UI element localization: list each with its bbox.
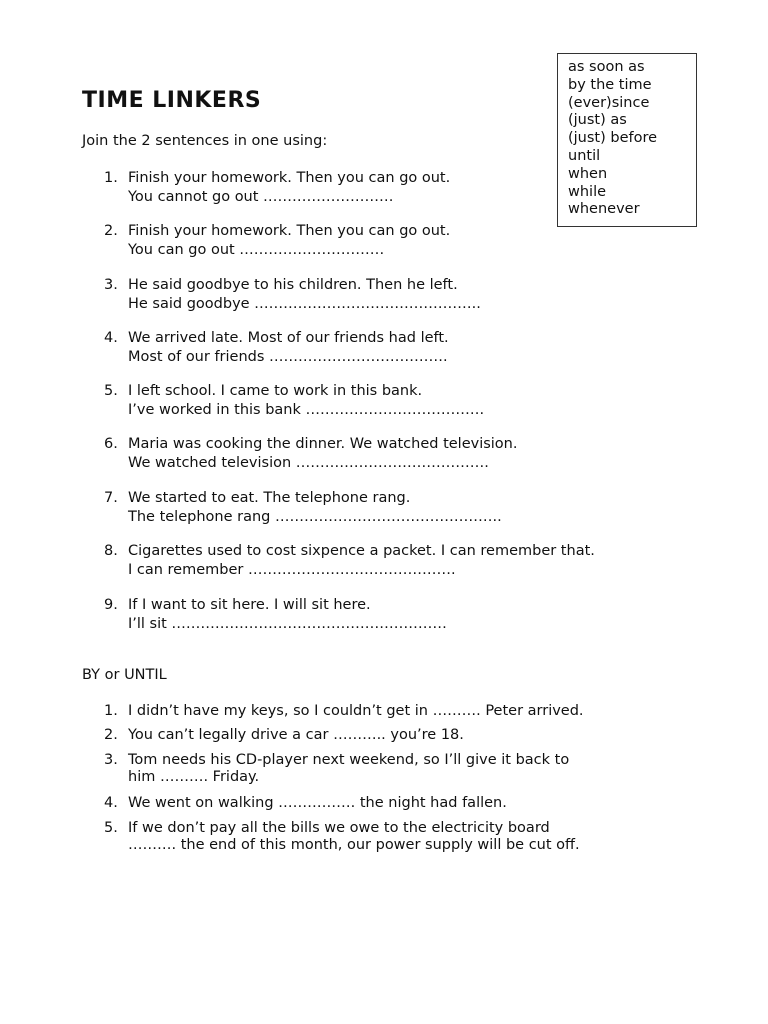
exercise-sentence: Cigarettes used to cost sixpence a packet. I can remember that. xyxy=(128,543,595,559)
exercise-sentence: If I want to sit here. I will sit here. xyxy=(128,597,371,613)
exercise-sentence: I didn’t have my keys, so I couldn’t get in ………. Peter arrived. xyxy=(128,703,584,719)
exercise-number: 7. xyxy=(104,490,118,506)
exercise-number: 1. xyxy=(104,170,118,186)
linker-word: when xyxy=(568,165,608,182)
exercise-sentence: He said goodbye to his children. Then he left. xyxy=(128,277,458,293)
exercise-number: 8. xyxy=(104,543,118,559)
exercise-item xyxy=(104,435,517,472)
exercise-sentence: Finish your homework. Then you can go out. xyxy=(128,223,451,239)
exercise-answer-line: The telephone rang ……………………………………….. xyxy=(128,508,502,525)
exercise-sentence: Finish your homework. Then you can go out. xyxy=(128,170,451,186)
linker-word: while xyxy=(568,183,607,200)
exercise-item xyxy=(104,596,447,633)
linker-word: (just) before xyxy=(568,130,658,147)
exercise-sentence: I left school. I came to work in this bank. xyxy=(128,383,423,399)
exercise-sentence: We started to eat. The telephone rang. xyxy=(128,490,411,506)
exercise-number: 4. xyxy=(104,330,118,346)
exercise-item xyxy=(104,752,569,786)
exercise-answer-line: I can remember ……………………………………. xyxy=(128,561,456,578)
exercise-sentence: If we don’t pay all the bills we owe to the electricity board xyxy=(128,820,550,836)
exercise-sentence: We went on walking ……………. the night had fallen. xyxy=(128,795,507,811)
linker-word: until xyxy=(568,147,601,164)
exercise-item xyxy=(104,169,450,206)
exercise-item xyxy=(104,820,580,854)
exercise-answer-line: Most of our friends ………………………………. xyxy=(128,348,448,365)
exercise-item xyxy=(104,727,464,744)
exercise-answer-line: I’ve worked in this bank ………………………………. xyxy=(128,401,485,418)
exercise-number: 1. xyxy=(104,703,118,719)
exercise-number: 2. xyxy=(104,223,118,239)
exercise-item xyxy=(104,489,502,526)
exercise-number: 4. xyxy=(104,795,118,811)
exercise-item xyxy=(104,795,507,812)
exercise-item xyxy=(104,276,481,313)
exercise-sentence-continuation: him ………. Friday. xyxy=(128,769,260,785)
exercise-number: 3. xyxy=(104,752,118,768)
exercise-sentence: Maria was cooking the dinner. We watched television. xyxy=(128,436,518,452)
exercise-item xyxy=(104,542,595,579)
linker-word: by the time xyxy=(568,76,652,93)
linker-word: (ever)since xyxy=(568,94,650,111)
exercise-number: 5. xyxy=(104,820,118,836)
exercise-sentence: We arrived late. Most of our friends had left. xyxy=(128,330,449,346)
section-title: BY or UNTIL xyxy=(82,667,167,683)
linker-word: as soon as xyxy=(568,59,645,75)
exercise-number: 2. xyxy=(104,727,118,743)
exercise-number: 6. xyxy=(104,436,118,452)
instruction-text: Join the 2 sentences in one using: xyxy=(82,133,328,149)
exercise-item xyxy=(104,703,584,720)
exercise-sentence-continuation: ………. the end of this month, our power supply will be cut off. xyxy=(128,837,580,853)
exercise-sentence: You can’t legally drive a car ……….. you’re 18. xyxy=(128,727,464,743)
exercise-item xyxy=(104,222,450,259)
exercise-answer-line: You can go out ………………………… xyxy=(128,241,385,258)
exercise-answer-line: He said goodbye ……………………………………….. xyxy=(128,295,481,312)
exercise-number: 3. xyxy=(104,277,118,293)
exercise-answer-line: We watched television …………………………………. xyxy=(128,454,489,471)
exercise-number: 9. xyxy=(104,597,118,613)
linker-word-box xyxy=(557,53,697,227)
exercise-sentence: Tom needs his CD-player next weekend, so I’ll give it back to xyxy=(128,752,570,768)
page-title: TIME LINKERS xyxy=(82,88,262,113)
exercise-item xyxy=(104,382,484,419)
exercise-answer-line: You cannot go out ……………………… xyxy=(128,188,394,205)
exercise-number: 5. xyxy=(104,383,118,399)
exercise-answer-line: I’ll sit ………………………………………………… xyxy=(128,615,447,632)
linker-word: whenever xyxy=(568,201,640,218)
exercise-item xyxy=(104,329,449,366)
linker-word: (just) as xyxy=(568,112,627,129)
